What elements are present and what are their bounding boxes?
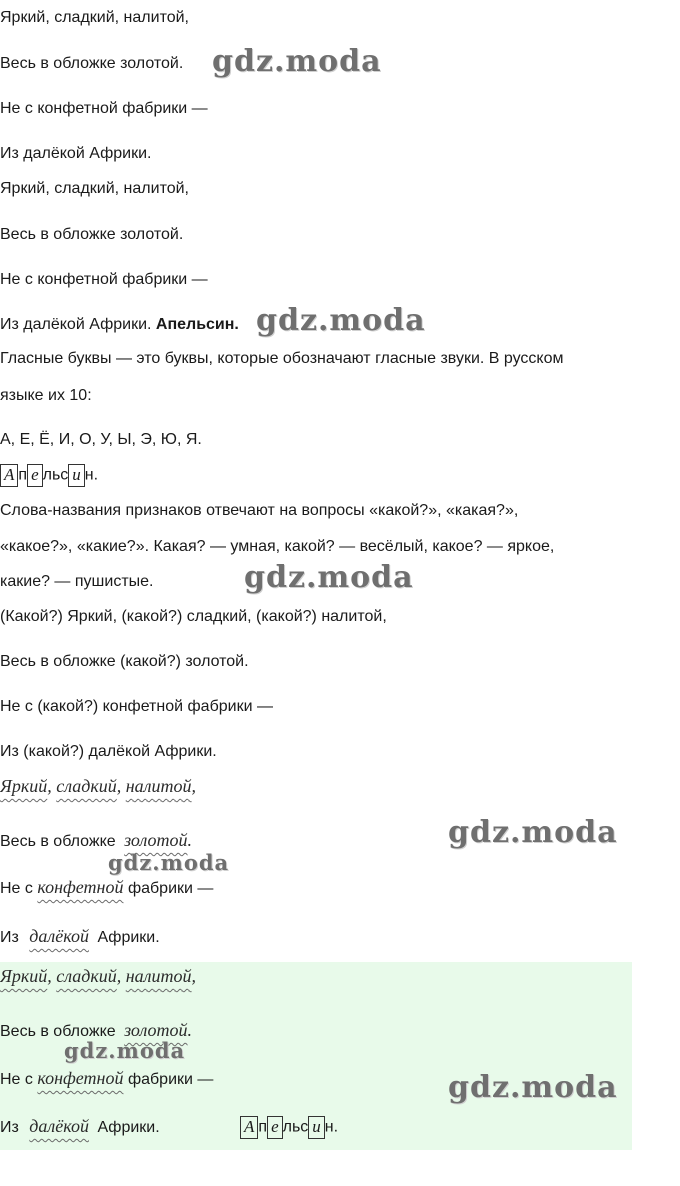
- poem2-line2: Весь в обложке золотой.: [0, 226, 184, 243]
- watermark-logo: gdz.moda: [448, 1070, 618, 1105]
- questions-line3: Не с (какой?) конфетной фабрики —: [0, 698, 273, 715]
- hw1-line4: [0, 926, 160, 948]
- letters: льс: [42, 466, 69, 484]
- vowels-line2: языке их 10:: [0, 387, 92, 404]
- watermark-logo: gdz.moda: [212, 44, 382, 79]
- comma: ,: [116, 776, 122, 796]
- hw2-line1: [0, 966, 196, 988]
- hw-word: далёкой: [29, 1116, 89, 1136]
- hw2-line3: [0, 1068, 213, 1090]
- letters: п: [18, 466, 28, 484]
- boxed-letter: А: [0, 464, 18, 487]
- questions-line2: Весь в обложке (какой?) золотой.: [0, 653, 249, 670]
- watermark-logo: gdz.moda: [448, 815, 618, 850]
- letters: п: [258, 1118, 268, 1136]
- boxed-letter: е: [27, 464, 43, 487]
- signs-line3: какие? — пушистые.: [0, 573, 154, 590]
- hw1-line3: [0, 877, 213, 899]
- comma: ,: [47, 966, 52, 986]
- signs-line2: «какое?», «какие?». Какая? — умная, какой? — весёлый, какое? — яркое,: [0, 538, 555, 555]
- hw-word: налитой: [125, 776, 192, 796]
- watermark-logo: gdz.moda: [256, 303, 426, 338]
- comma: ,: [191, 966, 197, 986]
- text: фабрики —: [127, 1071, 214, 1088]
- hw-word: золотой: [124, 1020, 188, 1040]
- poem1-line1: Яркий, сладкий, налитой,: [0, 9, 189, 26]
- poem1-line3: Не с конфетной фабрики —: [0, 100, 208, 117]
- poem1-line2: Весь в обложке золотой.: [0, 55, 184, 72]
- boxed-letter: А: [240, 1116, 258, 1139]
- hw-word: Яркий: [0, 776, 48, 796]
- hw-word: конфетной: [37, 877, 124, 897]
- comma: ,: [191, 776, 197, 796]
- hw1-line1: [0, 776, 196, 798]
- watermark-logo: gdz.moda: [108, 850, 230, 875]
- hw-word: далёкой: [29, 926, 89, 946]
- questions-line4: Из (какой?) далёкой Африки.: [0, 743, 217, 760]
- poem2-line4-text: Из далёкой Африки.: [0, 316, 152, 333]
- hw-word: золотой: [124, 830, 188, 850]
- poem2-line4: [0, 315, 239, 335]
- text: фабрики —: [127, 880, 214, 897]
- hw1-line2: [0, 830, 192, 852]
- letters: н.: [84, 466, 99, 484]
- text: Не с: [0, 1071, 33, 1088]
- answer-word: Апельсин.: [155, 316, 239, 333]
- boxed-letter: и: [68, 464, 85, 487]
- text: Из: [0, 929, 19, 946]
- apelsin-boxed-word-2: [240, 1116, 338, 1139]
- comma: ,: [47, 776, 52, 796]
- boxed-letter: е: [267, 1116, 283, 1139]
- poem2-line3: Не с конфетной фабрики —: [0, 271, 208, 288]
- vowels-line1: Гласные буквы — это буквы, которые обозначают гласные звуки. В русском: [0, 350, 564, 367]
- dot: .: [187, 1020, 193, 1040]
- text: Африки.: [97, 1119, 160, 1136]
- letters: льс: [282, 1118, 309, 1136]
- apelsin-boxed-word: [0, 464, 98, 487]
- vowels-list: А, Е, Ё, И, О, У, Ы, Э, Ю, Я.: [0, 431, 202, 448]
- text: Не с: [0, 880, 33, 897]
- poem1-line4: Из далёкой Африки.: [0, 145, 152, 162]
- comma: ,: [116, 966, 122, 986]
- hw2-line4: [0, 1116, 160, 1138]
- text: Африки.: [97, 929, 160, 946]
- hw-word: Яркий: [0, 966, 48, 986]
- signs-line1: Слова-названия признаков отвечают на вопросы «какой?», «какая?»,: [0, 502, 519, 519]
- hw-word: налитой: [125, 966, 192, 986]
- poem2-line1: Яркий, сладкий, налитой,: [0, 180, 189, 197]
- text: Весь в обложке: [0, 1023, 116, 1040]
- letters: н.: [324, 1118, 339, 1136]
- questions-line1: (Какой?) Яркий, (какой?) сладкий, (какой?) налитой,: [0, 608, 387, 625]
- hw-word: конфетной: [37, 1068, 124, 1088]
- boxed-letter: и: [308, 1116, 325, 1139]
- watermark-logo: gdz.moda: [244, 560, 414, 595]
- dot: .: [187, 830, 193, 850]
- hw-word: сладкий: [56, 776, 117, 796]
- hw-word: сладкий: [56, 966, 117, 986]
- watermark-logo: gdz.moda: [64, 1038, 186, 1063]
- text: Весь в обложке: [0, 833, 116, 850]
- text: Из: [0, 1119, 19, 1136]
